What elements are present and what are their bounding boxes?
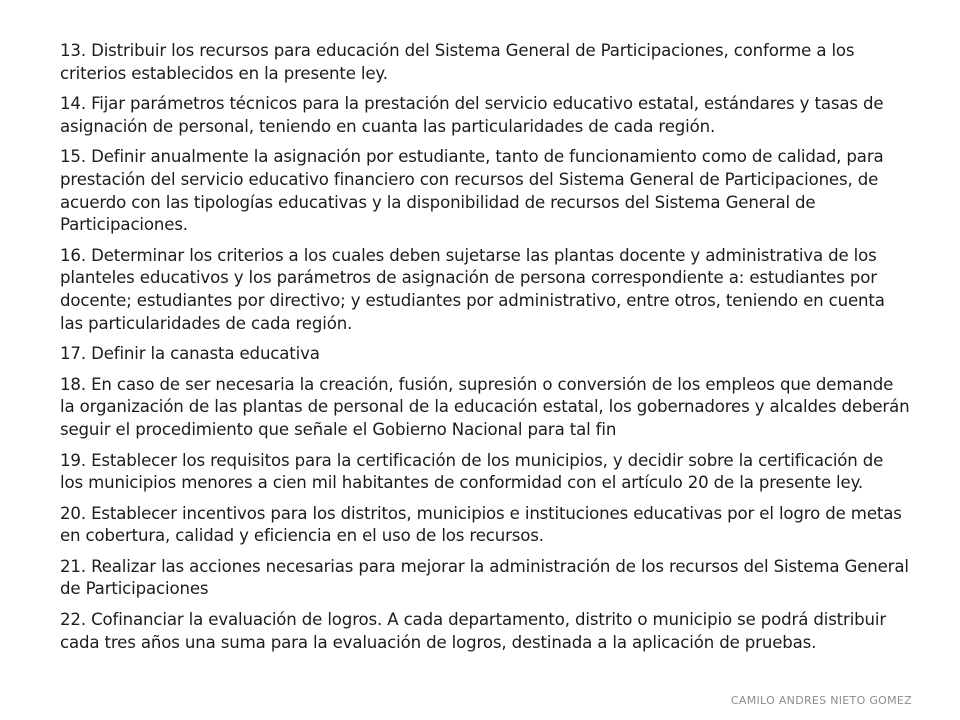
list-item-14: 14. Fijar parámetros técnicos para la prestación del servicio educativo estatal, estándares y tasas de asignación de personal, teniendo en cuanta las particularidades de cada región. [60,94,884,136]
list-item-19: 19. Establecer los requisitos para la certificación de los municipios, y decidir sobre la certificación de los municipios menores a cien mil habitantes de conformidad con el artículo 20 de la presente ley. [60,450,884,493]
list-item-21: 21. Realizar las acciones necesarias para mejorar la administración de los recursos del Sistema General de Participaciones [60,556,909,599]
list-item-18: 18. En caso de ser necesaria la creación, fusión, supresión o conversión de los empleos que demande la organización de las plantas de personal de la educación estatal, los gobernadores y alcaldes deberán seguir el procedimiento que señale el Gobierno Nacional para tal fin [60,374,910,439]
list-item-20: 20. Establecer incentivos para los distritos, municipios e instituciones educativas por el logro de metas en cobertura, calidad y eficiencia en el uso de los recursos. [60,503,902,546]
list-item-13: 13. Distribuir los recursos para educación del Sistema General de Participaciones, conforme a los criterios establecidos en la presente ley. [60,41,855,83]
list-item-22: 22. Cofinanciar la evaluación de logros. A cada departamento, distrito o municipio se podrá distribuir cada tres años una suma para la evaluación de logros, destinada a la aplicación de pruebas. [60,610,887,652]
author-watermark: CAMILO ANDRES NIETO GOMEZ [730,694,912,707]
text-body [60,40,910,662]
list-item-17: 17. Definir la canasta educativa [60,344,320,364]
list-item-16: 16. Determinar los criterios a los cuales deben sujetarse las plantas docente y administrativa de los planteles educativos y los parámetros de asignación de persona correspondiente a: estudiantes por docente; estudiantes por directivo; y estudiantes por administrativo, entre otros, teniendo en cuenta las particularidades de cada región. [60,245,885,333]
list-item-15: 15. Definir anualmente la asignación por estudiante, tanto de funcionamiento como de calidad, para prestación del servicio educativo financiero con recursos del Sistema General de Participaciones, de acuerdo con las tipologías educativas y la disponibilidad de recursos del Sistema General de Participaciones. [60,147,884,235]
